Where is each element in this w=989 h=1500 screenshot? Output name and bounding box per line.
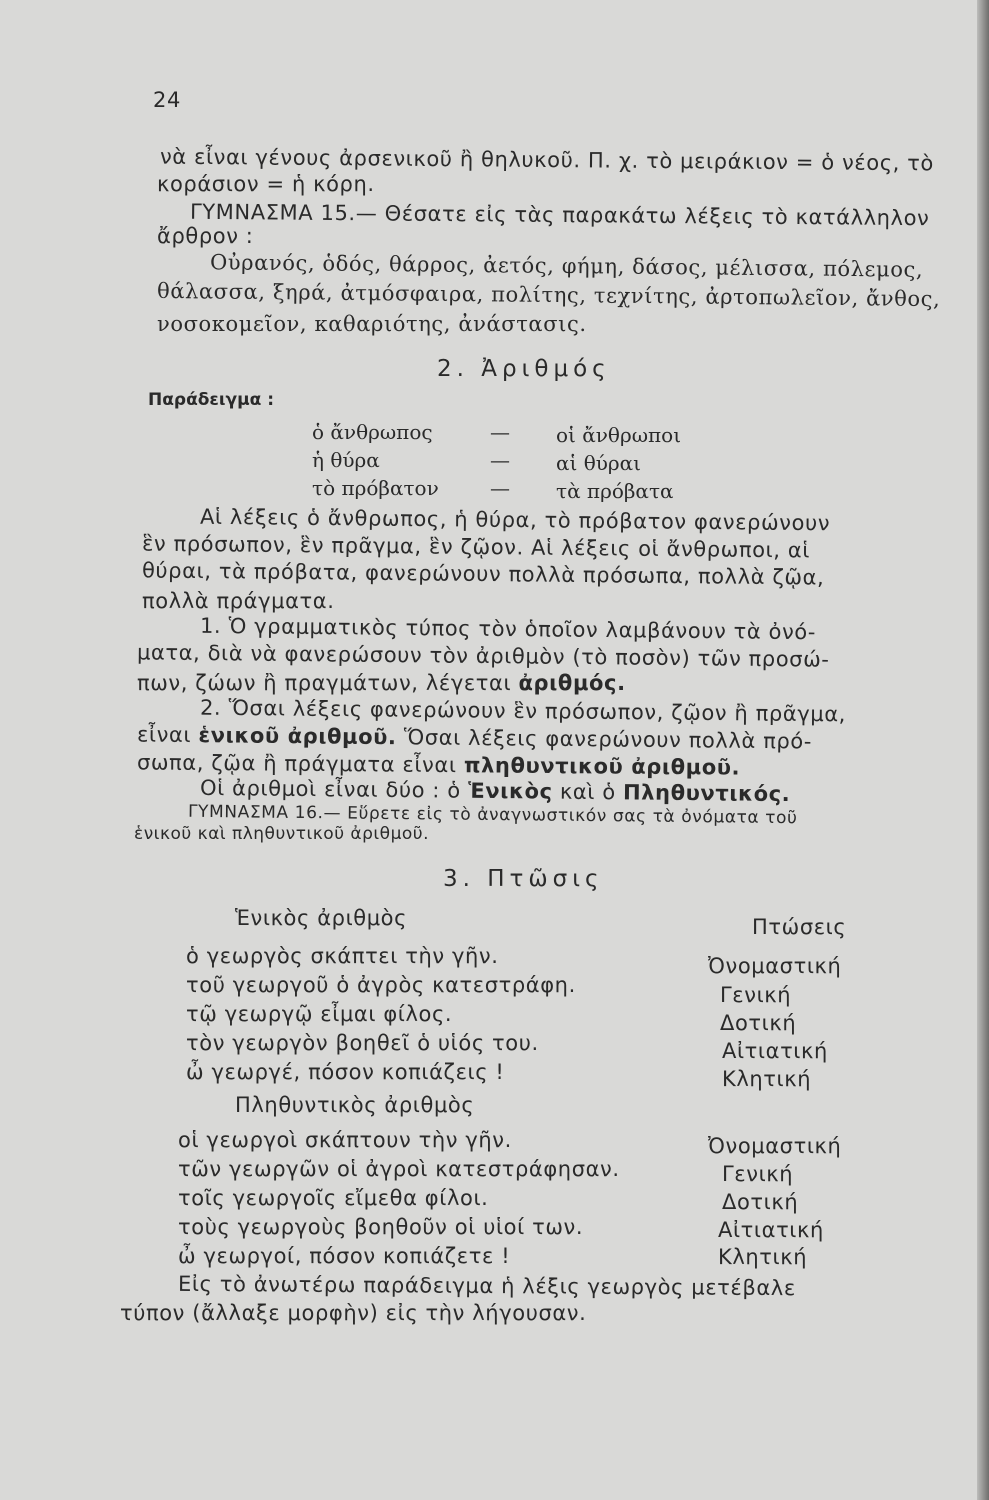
rule-1-term: ἀριθμός. (518, 671, 626, 695)
exercise-15-words-3: νοσοκομεῖον, καθαριότης, ἀνάστασις. (157, 312, 587, 336)
singular-row-5: ὦ γεωργέ, πόσον κοπιάζεις ! (186, 1060, 505, 1084)
example-singular-3: τὸ πρόβατον (312, 476, 439, 500)
rule-1-line-1: 1. Ὁ γραμματικὸς τύπος τὸν ὁποῖον λαμβάνουν τὰ ὀνό- (199, 613, 817, 645)
rule-2-term-singular: ἑνικοῦ ἀριθμοῦ. (198, 723, 397, 750)
rule-2-text-a: εἶναι (136, 722, 199, 748)
rule-1-line-2: ματα, διὰ νὰ φανερώσουν τὸν ἀριθμὸν (τὸ ποσὸν) τῶν προσώ- (136, 640, 830, 672)
example-singular-2: ἡ θύρα (312, 448, 380, 472)
plural-row-1: οἱ γεωργοὶ σκάπτουν τὴν γῆν. (178, 1128, 512, 1152)
singular-title: Ἑνικὸς ἀριθμὸς (235, 906, 408, 930)
singular-row-4: τὸν γεωργὸν βοηθεῖ ὁ υἱός του. (186, 1031, 539, 1055)
intro-line-1: νὰ εἶναι γένους ἀρσενικοῦ ἢ θηλυκοῦ. Π. χ. τὸ μειράκιον = ὁ νέος, τὸ (159, 144, 935, 176)
rule-1-line-3 (137, 671, 626, 695)
exercise-16-line-1: ΓΥΜΝΑΣΜΑ 16.— Εὕρετε εἰς τὸ ἀναγνωστικόν σας τὰ ὀνόματα τοῦ (187, 801, 798, 829)
singular-case-3: Δοτική (720, 1011, 797, 1035)
plural-case-4: Αἰτιατική (718, 1218, 824, 1242)
rule-2-line-2 (137, 722, 812, 753)
rule-2-text-c: σωπα, ζῷα ἢ πράγματα εἶναι (136, 750, 464, 778)
singular-row-1: ὁ γεωργὸς σκάπτει τὴν γῆν. (186, 944, 499, 968)
plural-case-3: Δοτική (722, 1190, 799, 1214)
singular-case-4: Αἰτιατική (722, 1039, 828, 1063)
exercise-15-words-2: θάλασσα, ξηρά, ἀτμόσφαιρα, πολίτης, τεχνίτης, ἀρτοπωλεῖον, ἄνθος, (156, 278, 941, 312)
example-plural-1: οἱ ἄνθρωποι (556, 423, 682, 447)
rule-1-text: πων, ζώων ἢ πραγμάτων, λέγεται (137, 671, 519, 695)
plural-row-2: τῶν γεωργῶν οἱ ἀγροὶ κατεστράφησαν. (178, 1157, 620, 1181)
plural-row-4: τοὺς γεωργοὺς βοηθοῦν οἱ υἱοί των. (178, 1215, 584, 1239)
rule-2-text-b: Ὅσαι λέξεις φανερώνουν πολλὰ πρό- (396, 725, 813, 754)
rule-3-term-singular: Ἑνικὸς (467, 778, 553, 804)
singular-case-2: Γενική (720, 983, 792, 1007)
singular-case-1: Ὀνομαστική (708, 954, 842, 978)
page-number: 24 (153, 88, 181, 112)
example-singular-1: ὁ ἄνθρωπος (312, 420, 433, 444)
plural-case-5: Κλητική (718, 1245, 808, 1269)
plural-row-5: ὦ γεωργοί, πόσον κοπιάζετε ! (178, 1244, 511, 1268)
singular-row-2: τοῦ γεωργοῦ ὁ ἀγρὸς κατεστράφη. (186, 973, 576, 997)
cases-title: Πτώσεις (752, 915, 847, 939)
plural-case-2: Γενική (722, 1162, 794, 1186)
number-paragraph-3: θύραι, τὰ πρόβατα, φανερώνουν πολλὰ πρόσωπα, πολλὰ ζῷα, (141, 558, 825, 590)
exercise-15-words-1: Οὐρανός, ὁδός, θάρρος, ἀετός, φήμη, δάσος, μέλισσα, πόλεμος, (209, 250, 924, 282)
example-dash-1: — (490, 420, 510, 444)
exercise-15-instruction-cont: ἄρθρον : (157, 224, 254, 248)
rule-3-term-plural: Πληθυντικός. (622, 780, 791, 807)
rule-2-term-plural: πληθυντικοῦ ἀριθμοῦ. (463, 753, 741, 780)
plural-case-1: Ὀνομαστική (708, 1134, 842, 1158)
singular-row-3: τῷ γεωργῷ εἶμαι φίλος. (186, 1002, 453, 1026)
number-paragraph-1: Αἱ λέξεις ὁ ἄνθρωπος, ἡ θύρα, τὸ πρόβατον φανερώνουν (199, 504, 831, 536)
number-paragraph-2: ἓν πρόσωπον, ἓν πρᾶγμα, ἓν ζῷον. Αἱ λέξεις οἱ ἄνθρωποι, αἱ (141, 531, 811, 563)
example-dash-2: — (490, 448, 510, 472)
example-dash-3: — (490, 476, 510, 500)
rule-3-text-b: καὶ ὁ (552, 779, 624, 805)
closing-line-2: τύπον (ἄλλαξε μορφὴν) εἰς τὴν λήγουσαν. (120, 1301, 587, 1325)
example-plural-3: τὰ πρόβατα (556, 479, 674, 503)
rule-3-text-a: Οἱ ἀριθμοὶ εἶναι δύο : ὁ (199, 775, 469, 803)
rule-3-line (200, 776, 791, 806)
intro-line-2: κοράσιον = ἡ κόρη. (157, 172, 375, 196)
section-2-heading: 2. Ἀριθμός (437, 356, 611, 382)
exercise-15-instruction: ΓΥΜΝΑΣΜΑ 15.— Θέσατε εἰς τὰς παρακάτω λέξεις τὸ κατάλληλον (189, 199, 930, 231)
plural-row-3: τοῖς γεωργοῖς εἴμεθα φίλοι. (178, 1186, 489, 1210)
example-label: Παράδειγμα : (148, 390, 275, 410)
page-edge-shadow (977, 0, 989, 1500)
rule-2-line-1: 2. Ὅσαι λέξεις φανερώνουν ἓν πρόσωπον, ζῷον ἢ πρᾶγμα, (199, 695, 847, 727)
example-plural-2: αἱ θύραι (556, 451, 642, 475)
exercise-16-line-2: ἑνικοῦ καὶ πληθυντικοῦ ἀριθμοῦ. (134, 824, 430, 844)
closing-line-1: Εἰς τὸ ἀνωτέρω παράδειγμα ἡ λέξις γεωργὸς μετέβαλε (177, 1271, 796, 1301)
section-3-heading: 3. Πτῶσις (443, 866, 604, 892)
plural-title: Πληθυντικὸς ἀριθμὸς (235, 1093, 475, 1117)
number-paragraph-4: πολλὰ πράγματα. (142, 589, 335, 613)
singular-case-5: Κλητική (722, 1067, 812, 1091)
